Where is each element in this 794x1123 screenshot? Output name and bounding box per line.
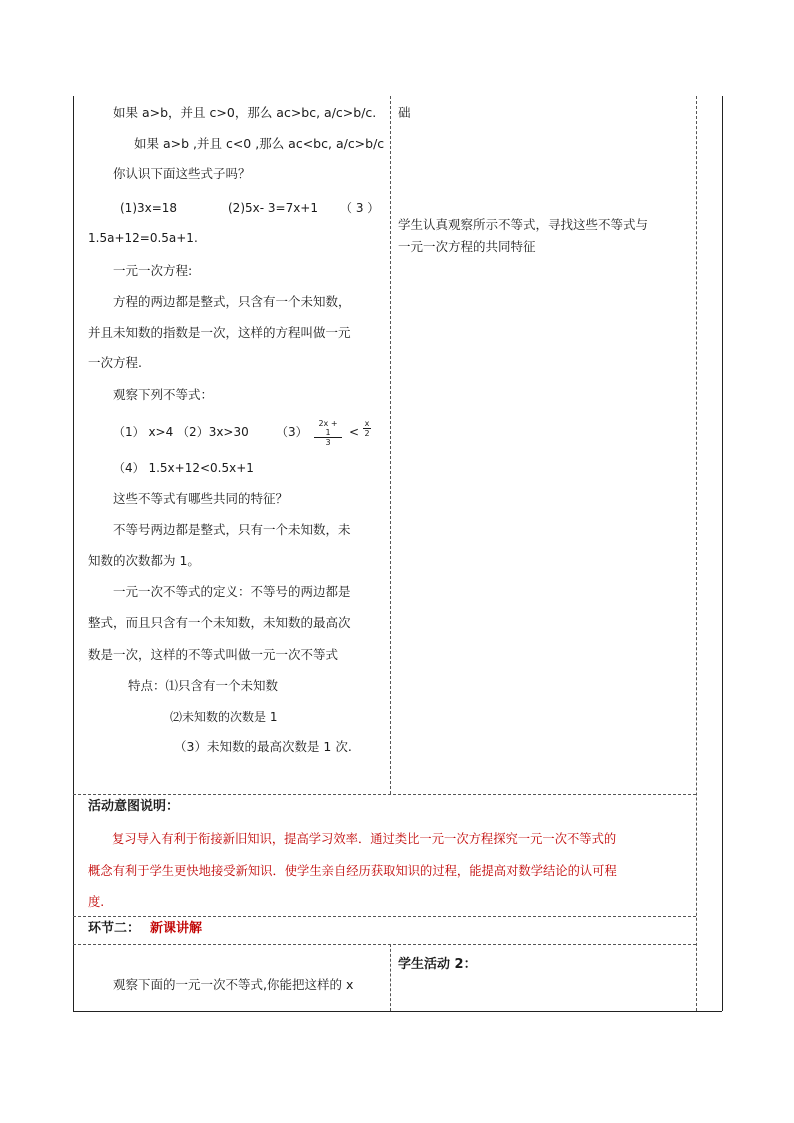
inequality-definition-2: 整式，而且只含有一个未知数，未知数的最高次	[88, 615, 351, 630]
definition-line-3: 一次方程.	[88, 355, 142, 370]
inequalities-1-2: （1） x>4 （2）3x>30	[113, 425, 249, 439]
fraction-right-denominator: 2	[364, 429, 370, 438]
row-divider-1	[73, 794, 696, 795]
features-line-1: 不等号两边都是整式，只有一个未知数，未	[113, 522, 351, 537]
feature-3: （3）未知数的最高次数是 1 次.	[174, 739, 352, 754]
column-divider-bottom	[390, 944, 391, 1011]
right-col-fragment: 础	[398, 105, 411, 120]
question-recognize: 你认识下面这些式子吗？	[113, 166, 251, 181]
fraction-left	[314, 419, 342, 447]
feature-2: ⑵未知数的次数是 1	[170, 710, 278, 724]
row-divider-3	[73, 944, 696, 945]
table-right-border	[722, 96, 723, 1011]
definition-line-1: 方程的两边都是整式，只含有一个未知数，	[113, 294, 351, 309]
fraction-right	[363, 419, 371, 438]
inequality-3-label: （3）	[276, 425, 308, 439]
features-line-2: 知数的次数都为 1。	[88, 553, 200, 568]
section-2-title: 新课讲解	[150, 921, 203, 936]
fraction-left-numerator: 2x + 1	[314, 419, 342, 438]
fraction-left-denominator: 3	[325, 438, 331, 447]
inequality-definition-1: 一元一次不等式的定义：不等号的两边都是	[113, 584, 351, 599]
intent-paragraph-3: 度.	[88, 895, 105, 909]
observe-inequalities-bottom: 观察下面的一元一次不等式,你能把这样的 x	[113, 977, 354, 992]
student-activity-line-1: 学生认真观察所示不等式，寻找这些不等式与	[398, 217, 649, 232]
feature-1: 特点：⑴只含有一个未知数	[128, 678, 279, 693]
intent-paragraph-1: 复习导入有利于衔接新旧知识，提高学习效率．通过类比一元一次方程探究一元一次不等式的	[112, 832, 617, 846]
row-divider-2	[73, 916, 696, 917]
condition-negative-c: 如果 a>b ,并且 c<0 ,那么 ac<bc, a/c>b/c	[134, 136, 385, 151]
equation-1: (1)3x=18	[120, 201, 178, 215]
inequality-4: （4） 1.5x+12<0.5x+1	[113, 461, 254, 475]
inequality-3-operator: <	[349, 425, 360, 439]
observe-inequalities: 观察下列不等式：	[113, 387, 214, 402]
linear-equation-heading: 一元一次方程:	[113, 263, 193, 278]
table-left-border	[73, 96, 74, 1011]
student-activity-line-2: 一元一次方程的共同特征	[398, 239, 536, 254]
condition-positive-c: 如果 a>b，并且 c>0，那么 ac>bc, a/c>b/c.	[113, 105, 377, 120]
fraction-right-numerator: x	[364, 419, 370, 428]
definition-line-2: 并且未知数的指数是一次，这样的方程叫做一元	[88, 325, 351, 340]
common-features-question: 这些不等式有哪些共同的特征？	[113, 491, 289, 506]
inequality-definition-3: 数是一次，这样的不等式叫做一元一次不等式	[88, 647, 339, 662]
intent-heading: 活动意图说明：	[88, 799, 180, 814]
table-bottom-border	[73, 1011, 722, 1012]
intent-paragraph-2: 概念有利于学生更快地接受新知识．使学生亲自经历获取知识的过程，能提高对数学结论的认可程	[88, 864, 617, 878]
equation-3-label: （ 3 ）	[340, 201, 380, 215]
equation-2: (2)5x- 3=7x+1	[228, 201, 318, 215]
equation-3: 1.5a+12=0.5a+1.	[88, 231, 198, 245]
column-divider-top	[390, 96, 391, 794]
narrow-column-divider	[696, 96, 697, 1011]
student-activity-2: 学生活动 2：	[398, 957, 477, 972]
section-2-label: 环节二：	[88, 921, 141, 936]
